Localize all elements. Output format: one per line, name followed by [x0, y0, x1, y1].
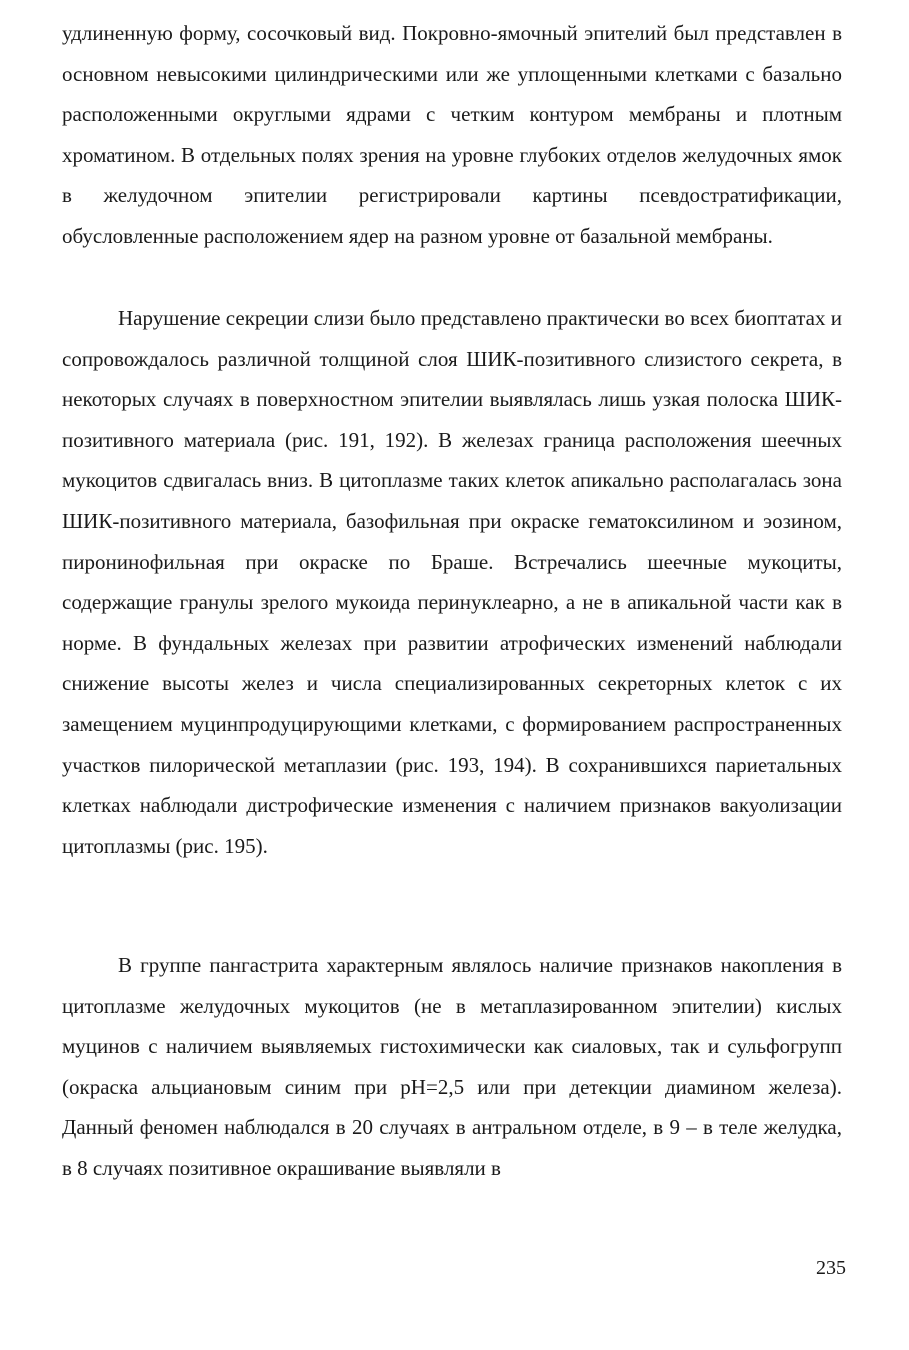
paragraph-2: Нарушение секреции слизи было представлено практически во всех биоптатах и сопровождалось различной толщиной слоя ШИК-позитивного слизистого секрета, в некоторых случаях в поверхностном эпителии выявлялась лишь узкая полоска ШИК-позитивного материала (рис. 191, 192). В железах граница расположения шеечных мукоцитов сдвигалась вниз. В цитоплазме таких клеток апикально располагалась зона ШИК-позитивного материала, базофильная при окраске гематоксилином и эозином, пиронинофильная при окраске по Браше. Встречались шеечные мукоциты, содержащие гранулы зрелого мукоида перинуклеарно, а не в апикальной части как в норме. В фундальных железах при развитии атрофических изменений наблюдали снижение высоты желез и числа специализированных секреторных клеток с их замещением муцинпродуцирующими клетками, с формированием распространенных участков пилорической метаплазии (рис. 193, 194). В сохранившихся париетальных клетках наблюдали дистрофические изменения с наличием признаков вакуолизации цитоплазмы (рис. 195). — [62, 306, 842, 858]
paragraph-1: удлиненную форму, сосочковый вид. Покровно-ямочный эпителий был представлен в основном невысокими цилиндрическими или же уплощенными клетками с базально расположенными округлыми ядрами с четким контуром мембраны и плотным хроматином. В отдельных полях зрения на уровне глубоких отделов желудочных ямок в желудочном эпителии регистрировали картины псевдостратификации, обусловленные расположением ядер на разном уровне от базальной мембраны. — [62, 21, 842, 248]
paragraph-3: В группе пангастрита характерным являлось наличие признаков накопления в цитоплазме желудочных мукоцитов (не в метаплазированном эпителии) кислых муцинов с наличием выявляемых гистохимически как сиаловых, так и сульфогрупп (окраска альциановым синим при pH=2,5 или при детекции диамином железа). Данный феномен наблюдался в 20 случаях в антральном отделе, в 9 – в теле желудка, в 8 случаях позитивное окрашивание выявляли в — [62, 953, 842, 1180]
page-number: 235 — [816, 1257, 846, 1279]
